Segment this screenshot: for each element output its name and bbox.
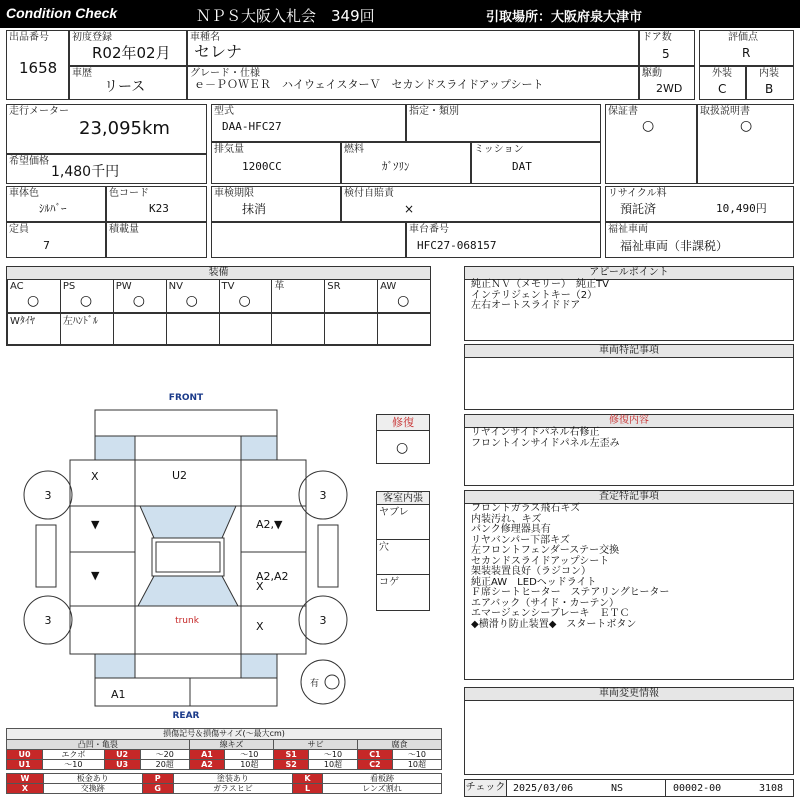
legend-header: 凸凹・亀裂 [7,740,190,750]
legend-code: G [142,784,173,794]
appeal-points [464,266,794,341]
legend-code: W [7,774,44,784]
warranty: ○ [642,118,655,134]
inspection-notes [464,490,794,680]
inspection-note-line: エマージェンシーブレーキ ＥＴＣ [471,608,630,619]
manual: ○ [740,118,753,134]
footer-check [464,779,794,797]
equipment-table [6,266,431,346]
appeal-line: インテリジェントキー（2） [471,289,598,301]
mark-left-rear-door: ▼ [91,569,100,582]
blank-box [211,222,406,258]
legend-code: U0 [7,750,43,760]
rear-right-quarter [241,606,306,654]
warranty-box: 保証書 ○ [605,104,697,184]
footer-number: 3108 [759,783,784,794]
repair-mark: ○ [396,440,409,456]
tire-rear-right-depth: 3 [319,614,327,627]
rear-bumper-right [190,678,277,706]
first-reg: R02年02月 [92,44,171,62]
mark-right-rear-door: A2,A2 [256,570,289,583]
recycle-status: 預託済 [620,202,657,216]
front-right-fender [241,460,306,506]
body-color: ｼﾙﾊﾞｰ [39,202,67,215]
fuel: ｶﾞｿﾘﾝ [382,160,410,173]
chassis-number: HFC27-068157 [417,239,497,252]
roof [152,538,224,576]
equipment-cell-ps [60,279,114,313]
mark-rear-bumper: A1 [111,688,126,701]
inspection-note-line: フロントガラス飛石キズ [471,503,581,514]
rear-right-light [241,654,277,678]
legend-desc: 10超 [225,760,274,770]
equipment-cell-pw [113,279,167,313]
equipment-mark: ○ [27,293,40,309]
legend-code: S2 [274,760,309,770]
rear-left-light [95,654,135,678]
legend-desc: ～10 [225,750,274,760]
tire-front-left-depth: 3 [44,489,52,502]
history-box: 車歴 リース [69,66,187,100]
equipment-cell-row2 [324,313,378,345]
inspection-note-line: セカンドスライドアップシート [471,555,610,567]
rear-window [138,576,238,606]
price-box: 希望価格 1,480千円 [6,154,207,184]
appeal-line: 左右オートスライドドア [471,300,581,311]
mileage: 23,095km [79,118,170,139]
equipment-mark: ○ [238,293,251,309]
color-code: K23 [149,202,169,215]
equipment-label: Wﾀｲﾔ [10,316,35,327]
legend-desc: ガラスヒビ [173,784,293,794]
check-label: チェック [465,780,507,796]
rear-left-quarter [70,606,135,654]
interior-box: 内装 B [746,66,794,100]
spare-tire-label: 有 [310,679,320,689]
legend-code: A2 [189,760,225,770]
interior-grade: B [765,82,774,96]
equipment-mark: ○ [185,293,198,309]
liability-box: 検付自賠責 × [341,186,601,222]
legend-code: U2 [104,750,140,760]
inspection-note-line: パンク修理器具有 [471,524,551,535]
equipment-cell-tv [219,279,273,313]
legend-code: S1 [274,750,309,760]
exterior-box: 外装 C [699,66,746,100]
equipment-cell-aw [377,279,431,313]
welfare-vehicle: 福祉車両（非課税） [620,239,729,253]
repair-detail-line: リヤインサイドパネル右修正 [471,427,600,438]
repair-label: 修復 [377,415,429,431]
front-label: FRONT [168,393,204,403]
front-bumper [95,410,277,436]
drive-box: 駆動 2WD [639,66,695,100]
spare-tire [301,660,345,704]
displacement: 1200CC [242,160,282,173]
equipment-mark: ○ [79,293,93,309]
front-left-light [95,436,135,460]
manual-box: 取扱説明書 ○ [697,104,794,184]
inspection-note-line: エアバック（サイド・カーテン） [471,597,619,609]
chassis-box: 車台番号 HFC27-068157 [406,222,601,258]
mark-right-rear-door-x: X [256,580,264,593]
legend-desc: 看板跡 [322,774,441,784]
legend-desc: 20超 [140,760,189,770]
liability-insurance: × [404,202,415,216]
legend-header: サビ [274,740,358,750]
equipment-mark: ○ [132,293,145,309]
trunk [135,606,241,654]
score-box: 評価点 R [699,30,794,66]
legend-desc: 板金あり [43,774,142,784]
check-date: 2025/03/06 [513,783,574,794]
mileage-box: 走行メーター 23,095km [6,104,207,154]
rear-bumper-left [95,678,190,706]
cabin-interior-box [376,491,430,611]
footer-code: 00002-00 [673,783,722,794]
inspector: NS [611,783,624,794]
load-box: 積載量 [106,222,207,258]
legend-desc: ～10 [43,760,104,770]
equipment-title: 装備 [7,267,430,280]
tire-rear-left-depth: 3 [44,614,52,627]
legend-desc: 10超 [392,760,441,770]
grade: ｅ－ＰＯＷＥＲ ハイウェイスターＶ セカンドスライドアップシート [194,78,544,91]
right-step [318,525,338,587]
color-box: 車体色 ｼﾙﾊﾞｰ [6,186,106,222]
change-info-title: 車両変更情報 [465,688,793,701]
legend-desc: エクボ [43,750,104,760]
legend-desc: 10超 [308,760,357,770]
cabin-item-tear: ヤブレ [379,507,409,518]
car-damage-diagram [0,385,372,725]
legend-desc: ～20 [140,750,189,760]
mark-left-front-door: ▼ [91,518,100,531]
mark-front-left: X [91,470,99,483]
front-right-light [241,436,277,460]
legend-header: 腐食 [358,740,442,750]
legend-desc: ～10 [308,750,357,760]
legend-desc: ～10 [392,750,441,760]
legend-title: 損傷記号＆損傷サイズ(～最大cm) [6,728,442,739]
roof-inner [156,542,220,572]
lot-number-box: 出品番号 1658 [6,30,69,100]
left-rear-door [70,552,135,606]
legend-code: C1 [358,750,393,760]
legend-code: X [7,784,44,794]
equipment-label: AC [10,281,24,292]
legend-table-2 [6,773,442,794]
equipment-label: SR [327,281,341,292]
equipment-cell-row2 [219,313,273,345]
inspection-note-line: 架装装置良好（ラジコン） [471,566,591,577]
inspection-notes-title: 査定特記事項 [465,491,793,504]
inspection-note-line: リヤバンパー下部キズ [471,534,570,546]
legend-code: U3 [104,760,140,770]
equipment-cell-sr [324,279,378,313]
welfare-box: 福祉車両 福祉車両（非課税） [605,222,794,258]
appeal-line: 純正ＮＶ（メモリー） 純正TV [471,279,609,290]
mission-box: ミッション DAT [471,142,601,184]
front-panel [135,436,241,460]
equipment-cell-革 [271,279,325,313]
windshield [140,506,236,538]
legend-code: P [142,774,173,784]
equipment-cell-ac [7,279,61,313]
drive: 2WD [656,82,683,95]
damage-legend [6,728,442,794]
equipment-mark: ○ [397,293,410,309]
mark-rear-right: X [256,620,264,633]
inspection-note-line: Ｆ席シートヒーター ステアリングヒーター [471,587,670,598]
legend-code: K [293,774,323,784]
doors: 5 [662,47,670,61]
first-reg-box: 初度登録 R02年02月 [69,30,187,66]
inspection-note-line: ◆横滑り防止装置◆ スタートボタン [471,618,637,630]
equipment-cell-row2 [60,313,114,345]
hood [135,460,241,506]
legend-header: 線キズ [189,740,274,750]
equipment-label: 革 [274,281,285,292]
repair-detail-title: 修復内容 [465,415,793,428]
fuel-box: 燃料 ｶﾞｿﾘﾝ [341,142,471,184]
vehicle-change-info [464,687,794,775]
legend-desc: 交換跡 [43,784,142,794]
auction-name: ＮＰＳ大阪入札会 349回 [196,7,375,25]
special-title: 車両特記事項 [465,345,793,358]
pickup-location: 引取場所：大阪府泉大津市 [486,10,643,25]
model: DAA-HFC27 [222,120,282,133]
appeal-title: アピールポイント [465,267,793,280]
exterior-grade: C [718,82,727,96]
legend-code: U1 [7,760,43,770]
equipment-cell-row2 [271,313,325,345]
car-name: セレナ [194,42,243,61]
price: 1,480千円 [51,164,120,180]
mission: DAT [512,160,532,173]
left-front-door [70,506,135,552]
grade-box: グレード・仕様 ｅ－ＰＯＷＥＲ ハイウェイスターＶ セカンドスライドアップシート [187,66,639,100]
cabin-title: 客室内張 [377,492,429,505]
equipment-cell-row2 [113,313,167,345]
equipment-label: NV [168,281,183,292]
displacement-box: 排気量 1200CC [211,142,341,184]
capacity-box: 定員 7 [6,222,106,258]
legend-desc: 塗装あり [173,774,293,784]
equipment-cell-nv [166,279,220,313]
designation-box: 指定・類別 [406,104,601,142]
capacity: 7 [43,239,50,252]
score: R [742,46,751,60]
cabin-item-burn: コゲ [379,577,399,588]
doors-box: ドア数 5 [639,30,695,66]
front-left-fender [70,460,135,506]
equipment-cell-row2 [377,313,431,345]
history: リース [104,79,146,95]
equipment-label: AW [380,281,397,292]
inspection-note-line: 内装汚れ、キズ [471,513,542,525]
legend-code: L [293,784,323,794]
equipment-label: TV [221,281,235,292]
inspection-box: 車検期限 抹消 [211,186,341,222]
equipment-label: 左ﾊﾝﾄﾞﾙ [62,316,98,327]
legend-code: A1 [189,750,225,760]
equipment-cell-row2 [7,313,61,345]
rear-label: REAR [172,711,200,721]
header-title: Condition Check [6,5,118,21]
repair-detail-line: フロントインサイドパネル左歪み [471,437,620,449]
rear-panel [135,654,241,678]
header-bar [0,0,800,28]
mark-hood: U2 [172,469,188,482]
recycle-box: リサイクル料 預託済 10,490円 [605,186,794,222]
car-name-box: 車種名 セレナ [187,30,639,66]
vehicle-special-notes [464,344,794,410]
inspection-note-line: 左フロントフェンダーステー交換 [471,545,620,556]
legend-desc: レンズ割れ [322,784,441,794]
color-code-box: 色コード K23 [106,186,207,222]
cabin-item-hole: 穴 [379,542,389,553]
inspection-note-line: 純正AW LEDヘッドライト [471,576,597,588]
spare-tire-icon [325,675,339,689]
equipment-label: PS [62,281,76,292]
mark-right-front-door: A2,▼ [256,518,283,531]
left-step [36,525,56,587]
repair-box [376,414,430,464]
legend-code: C2 [358,760,393,770]
equipment-cell-row2 [166,313,220,345]
tire-front-right-depth: 3 [319,489,327,502]
model-box: 型式 DAA-HFC27 [211,104,406,142]
trunk-label: trunk [175,616,199,626]
legend-table [6,739,442,770]
equipment-label: PW [115,281,132,292]
lot-number: 1658 [19,59,58,77]
inspection-expiry: 抹消 [242,202,267,216]
repair-detail [464,414,794,486]
recycle-fee: 10,490円 [716,202,767,215]
